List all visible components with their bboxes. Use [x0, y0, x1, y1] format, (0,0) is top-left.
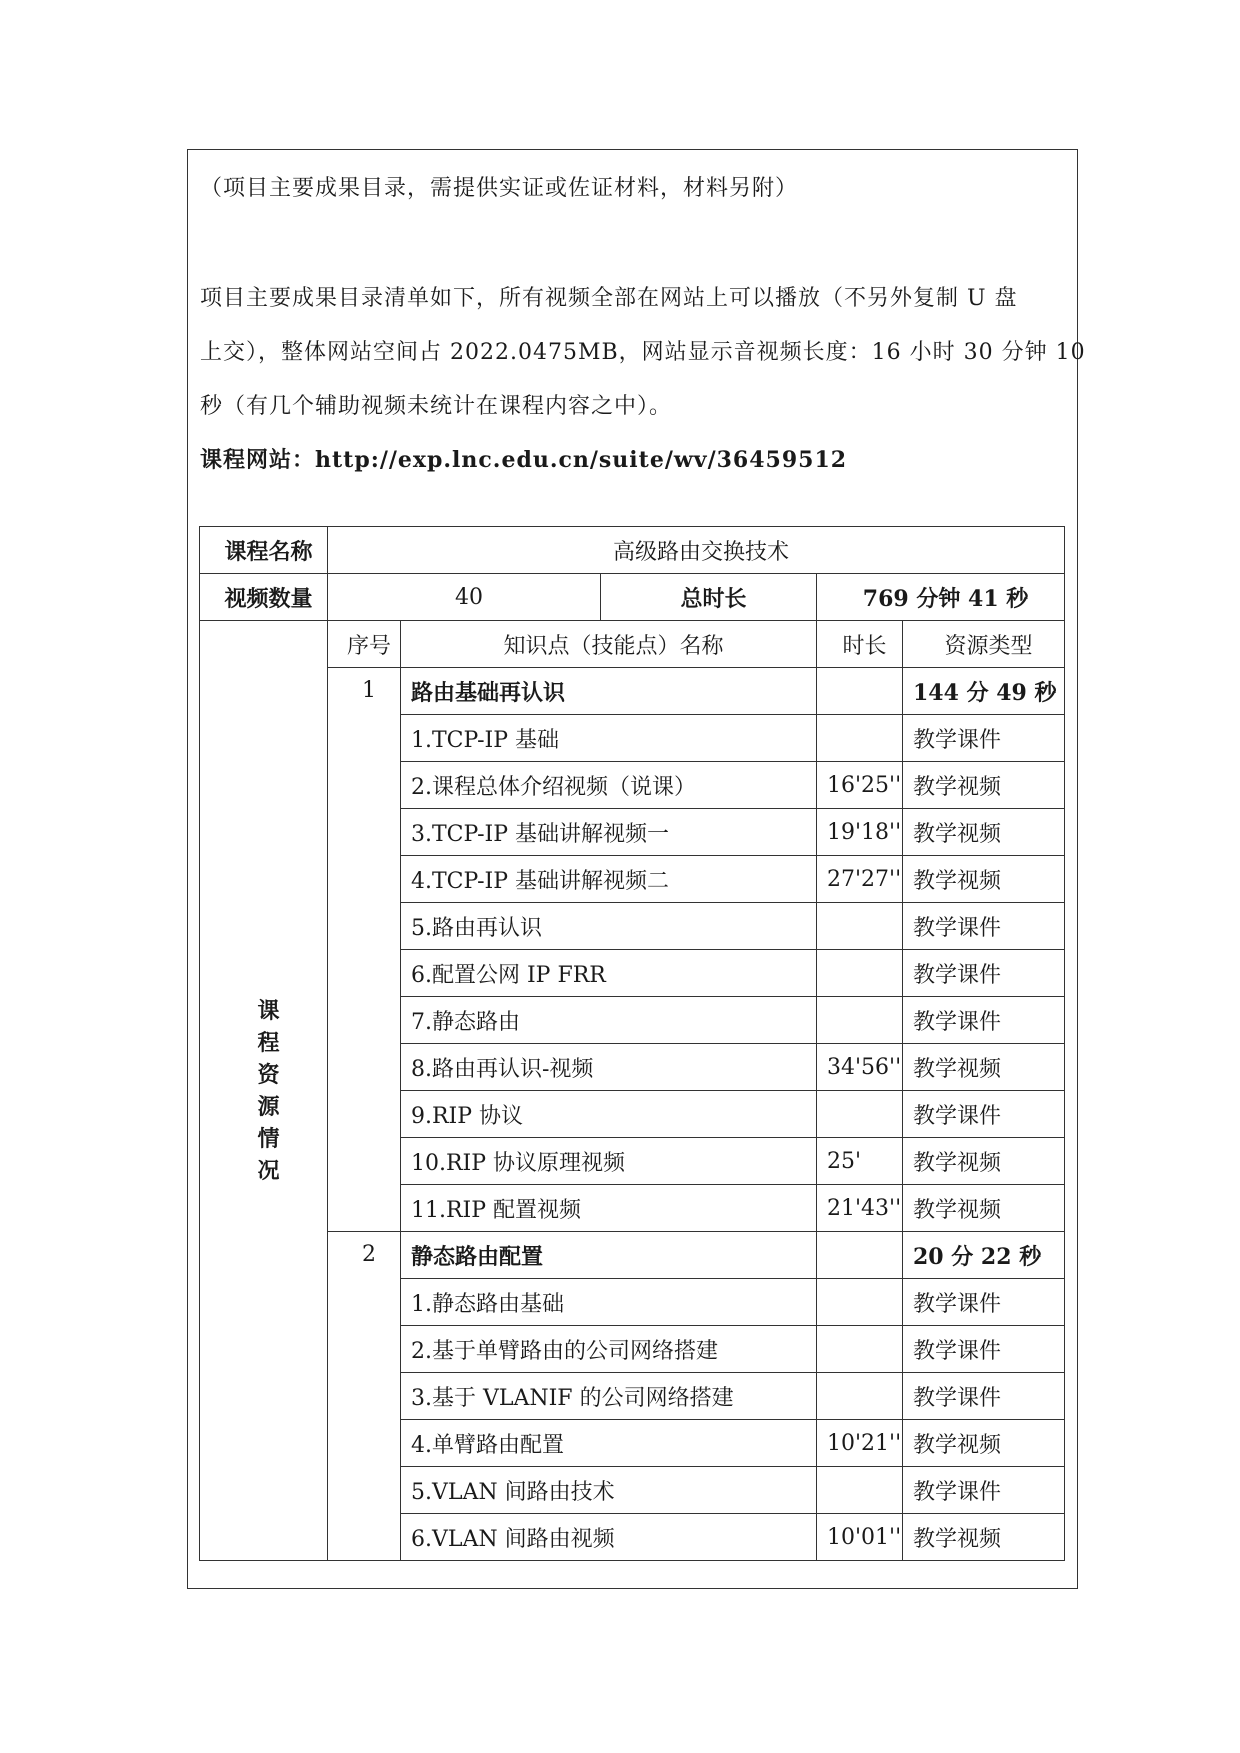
item-name: 11.RIP 配置视频 [401, 1185, 817, 1232]
item-type: 教学课件 [903, 950, 1065, 997]
item-type: 教学课件 [903, 1091, 1065, 1138]
item-duration [817, 715, 903, 762]
header-type: 资源类型 [903, 621, 1065, 668]
item-name: 4.单臂路由配置 [401, 1420, 817, 1467]
resource-header-row [200, 621, 1065, 668]
item-name: 3.基于 VLANIF 的公司网络搭建 [401, 1373, 817, 1420]
item-type: 教学课件 [903, 1326, 1065, 1373]
group-duration [817, 668, 903, 715]
group-seq: 2 [328, 1232, 401, 1561]
item-duration [817, 1091, 903, 1138]
group-duration [817, 1232, 903, 1279]
item-duration: 10'01'' [817, 1514, 903, 1561]
item-name: 8.路由再认识-视频 [401, 1044, 817, 1091]
course-name-row [200, 527, 1065, 574]
group-title: 静态路由配置 [401, 1232, 817, 1279]
item-duration: 25' [817, 1138, 903, 1185]
intro-line-2: 上交），整体网站空间占 2022.0475MB，网站显示音视频长度：16 小时 30 分钟 10 [200, 340, 1086, 365]
item-name: 4.TCP-IP 基础讲解视频二 [401, 856, 817, 903]
item-duration [817, 950, 903, 997]
header-duration: 时长 [817, 621, 903, 668]
video-count-row [200, 574, 1065, 621]
item-duration [817, 1326, 903, 1373]
header-name: 知识点（技能点）名称 [401, 621, 817, 668]
item-type: 教学课件 [903, 903, 1065, 950]
video-count-value: 40 [328, 574, 601, 621]
item-type: 教学视频 [903, 856, 1065, 903]
item-type: 教学视频 [903, 1185, 1065, 1232]
item-name: 3.TCP-IP 基础讲解视频一 [401, 809, 817, 856]
side-label-char: 源 [257, 1093, 280, 1120]
item-name: 5.VLAN 间路由技术 [401, 1467, 817, 1514]
item-duration [817, 1467, 903, 1514]
course-name-value: 高级路由交换技术 [328, 527, 1065, 574]
course-name-label: 课程名称 [200, 527, 328, 574]
side-label-char: 程 [257, 1029, 280, 1056]
group-title-row [200, 668, 1065, 715]
item-name: 1.静态路由基础 [401, 1279, 817, 1326]
item-type: 教学课件 [903, 715, 1065, 762]
group-title-row [200, 1232, 1065, 1279]
group-total: 144 分 49 秒 [903, 668, 1065, 715]
course-table [199, 526, 1065, 1561]
side-label-char: 资 [257, 1061, 280, 1088]
item-name: 7.静态路由 [401, 997, 817, 1044]
item-duration: 16'25'' [817, 762, 903, 809]
item-duration: 10'21'' [817, 1420, 903, 1467]
group-seq: 1 [328, 668, 401, 1232]
video-count-label: 视频数量 [200, 574, 328, 621]
item-name: 2.基于单臂路由的公司网络搭建 [401, 1326, 817, 1373]
item-duration [817, 903, 903, 950]
item-name: 6.配置公网 IP FRR [401, 950, 817, 997]
item-type: 教学视频 [903, 1420, 1065, 1467]
group-title: 路由基础再认识 [401, 668, 817, 715]
item-name: 10.RIP 协议原理视频 [401, 1138, 817, 1185]
item-duration [817, 997, 903, 1044]
item-duration: 34'56'' [817, 1044, 903, 1091]
side-label-char: 情 [257, 1125, 280, 1152]
bracket-note: （项目主要成果目录，需提供实证或佐证材料，材料另附） [200, 176, 799, 201]
group-total: 20 分 22 秒 [903, 1232, 1065, 1279]
intro-line-3: 秒（有几个辅助视频未统计在课程内容之中）。 [200, 394, 673, 419]
item-duration [817, 1373, 903, 1420]
item-type: 教学课件 [903, 1373, 1065, 1420]
intro-line-1: 项目主要成果目录清单如下，所有视频全部在网站上可以播放（不另外复制 U 盘 [200, 286, 1018, 311]
item-type: 教学视频 [903, 762, 1065, 809]
item-type: 教学课件 [903, 1467, 1065, 1514]
item-type: 教学视频 [903, 1138, 1065, 1185]
header-seq: 序号 [328, 621, 401, 668]
item-name: 5.路由再认识 [401, 903, 817, 950]
item-type: 教学视频 [903, 1514, 1065, 1561]
total-duration-label: 总时长 [601, 574, 817, 621]
item-duration [817, 1279, 903, 1326]
item-type: 教学视频 [903, 809, 1065, 856]
side-label-char: 课 [257, 997, 280, 1024]
item-duration: 21'43'' [817, 1185, 903, 1232]
item-name: 2.课程总体介绍视频（说课） [401, 762, 817, 809]
item-name: 9.RIP 协议 [401, 1091, 817, 1138]
total-duration-value: 769 分钟 41 秒 [817, 574, 1065, 621]
item-type: 教学视频 [903, 1044, 1065, 1091]
resource-side-label [200, 621, 328, 1561]
website-line: 课程网站：http://exp.lnc.edu.cn/suite/wv/36459512 [200, 447, 848, 473]
item-type: 教学课件 [903, 1279, 1065, 1326]
item-duration: 27'27'' [817, 856, 903, 903]
item-type: 教学课件 [903, 997, 1065, 1044]
item-name: 6.VLAN 间路由视频 [401, 1514, 817, 1561]
item-name: 1.TCP-IP 基础 [401, 715, 817, 762]
item-duration: 19'18'' [817, 809, 903, 856]
side-label-char: 况 [257, 1157, 280, 1184]
